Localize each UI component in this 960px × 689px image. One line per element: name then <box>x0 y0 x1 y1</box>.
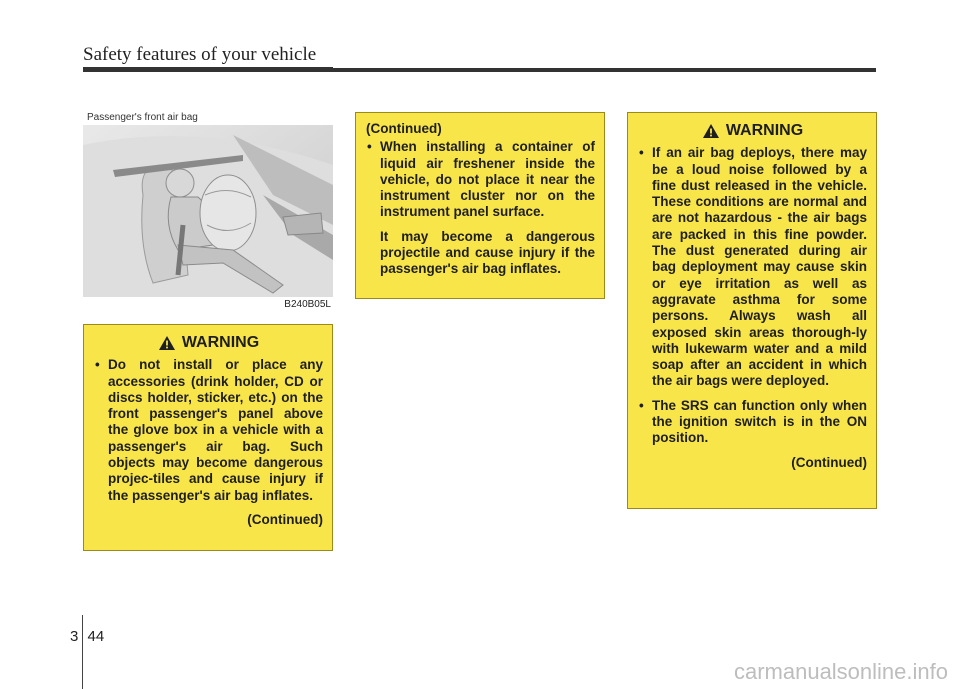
page-number <box>70 628 104 645</box>
watermark-site: carmanualsonline.info <box>733 659 948 684</box>
continued-label: (Continued) <box>247 511 323 527</box>
continued-label: (Continued) <box>791 454 867 470</box>
airbag-illustration <box>83 125 333 297</box>
continued-label: (Continued) <box>366 121 442 136</box>
warning-heading <box>638 123 867 139</box>
warning-triangle-icon <box>158 335 176 351</box>
page-header-title: Safety features of your vehicle <box>83 44 317 65</box>
warning-bullet: • If an air bag deploys, there may be a loud noise followed by a fine dust released in the vehicle. These conditions are normal and are not hazardous - the air bags are packed in this fine powder. The dust generated during air bag deployment may cause skin or eye irritation as well as aggravate asthma for some persons. Always wash all exposed skin areas thorough-ly with lukewarm water and a mild soap after an accident in which the air bags were deployed. <box>638 145 867 389</box>
warning-bullet: • The SRS can function only when the ignition switch is in the ON position. <box>638 398 867 447</box>
header-rule-accent <box>83 67 333 72</box>
page-number-rule <box>82 615 83 689</box>
warning-heading <box>94 335 323 351</box>
section-number: 3 <box>70 628 79 645</box>
warning-triangle-icon <box>702 123 720 139</box>
warning-heading-label: WARNING <box>725 122 804 139</box>
warning-box-continued <box>355 112 605 299</box>
warning-heading-label: WARNING <box>181 334 260 351</box>
figure-code: B240B05L <box>284 299 331 310</box>
warning-box-deployment <box>627 112 877 509</box>
warning-bullet: • When installing a container of liquid air freshener inside the vehicle, do not place it near the instrument cluster nor on the instrument panel surface. <box>366 139 595 220</box>
page-number-value: 44 <box>87 628 105 645</box>
warning-paragraph: It may become a dangerous projectile and cause injury if the passenger's air bag inflates. <box>380 228 595 277</box>
figure-caption: Passenger's front air bag <box>87 112 198 123</box>
warning-bullet: • Do not install or place any accessories (drink holder, CD or discs holder, sticker, etc.) on the front passenger's panel above the glove box in a vehicle with a passenger's air bag. Such objects may become dangerous projec-tiles and cause injury if the passenger's air bag inflates. <box>94 357 323 504</box>
warning-box-accessories <box>83 324 333 551</box>
airbag-figure <box>83 112 333 310</box>
